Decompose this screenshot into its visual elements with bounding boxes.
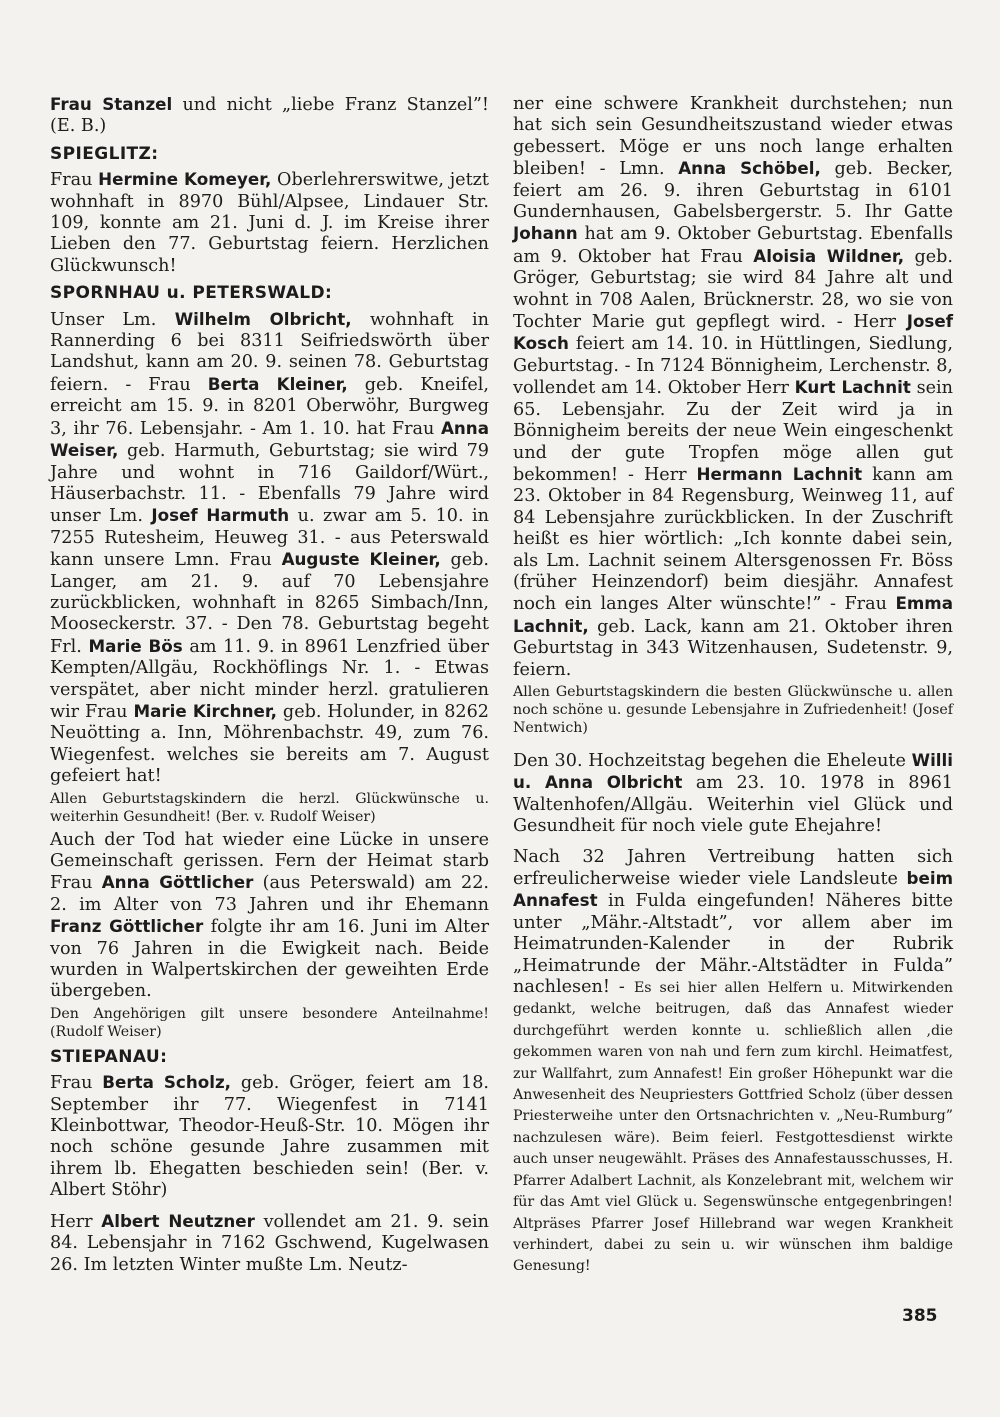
intro-paragraph: Frau Stanzel und nicht „liebe Franz Stanzel”! (E. B.) [50, 94, 489, 137]
continued-note: Allen Geburtstagskindern die besten Glückwünsche u. allen noch schöne u. gesunde Lebensjahre in Zufriedenheit! (Josef Nentwich) [513, 683, 953, 736]
annafest-paragraph: Nach 32 Jahren Vertreibung hatten sich erfreulicherweise wieder viele Landsleute beim Annafest in Fulda eingefunden! Näheres bitte unter „Mähr.-Altstadt”, vor allem aber im Heimatrunden-Kalender in der Rubrik „Heimatrunde der Mähr.-Altstädter in Fulda” nachlesen! - Es sei hier allen Helfern u. Mitwirkenden gedankt, welche beitrugen, daß das Annafest wieder durchgeführt werden konnte u. schließlich allen ,die gekommen waren von nah und fern zum kirchl. Heimatfest, zur Wallfahrt, zum Annafest! Ein großer Höhepunkt war die Anwesenheit des Neupriesters Gottfried Scholz (über dessen Priesterweihe unter den Ortsnachrichten v. „Neu-Rumburg” nachzulesen wäre). Beim feierl. Festgottesdienst wirkte auch unser neugewählt. Präses des Annafestausschusses, H. Pfarrer Adalbert Lachnit, als Konzelebrant mit, welchem wir für das Amt viel Glück u. Segenswünsche entgegenbringen! Altpräses Pfarrer Josef Hillebrand war wegen Krankheit verhindert, dabei zu sein u. wir wünschen ihm baldige Genesung! [513, 846, 953, 1275]
spieglitz-paragraph: Frau Hermine Komeyer, Oberlehrerswitwe, jetzt wohnhaft in 8970 Bühl/Alpsee, Lindauer Str. 109, konnte am 21. Juni d. J. im Kreise ihrer Lieben den 77. Geburtstag feiern. Herzlichen Glückwunsch! [50, 169, 489, 276]
wedding-paragraph: Den 30. Hochzeitstag begehen die Eheleute Willi u. Anna Olbricht am 23. 10. 1978 in 8961 Waltenhofen/Allgäu. Weiterhin viel Glück und Gesundheit für noch viele gute Ehejahre! [513, 749, 953, 837]
heading-spornhau-peterswald: SPORNHAU u. PETERSWALD: [50, 283, 333, 304]
death-note: Den Angehörigen gilt unsere besondere Anteilnahme! (Rudolf Weiser) [50, 1005, 489, 1040]
death-paragraph: Auch der Tod hat wieder eine Lücke in unsere Gemeinschaft gerissen. Fern der Heimat starb Frau Anna Göttlicher (aus Peterswald) am 22. 2. im Alter von 73 Jahren und ihr Ehemann Franz Göttlicher folgte ihr am 16. Juni im Alter von 76 Jahren in die Ewigkeit nach. Beide wurden in Walpertskirchen der geweihten Erde übergeben. [50, 829, 490, 1002]
continued-paragraph: ner eine schwere Krankheit durchstehen; nun hat sich sein Gesundheitszustand wieder etwas gebessert. Möge er uns noch lange erhalten bleiben! - Lmn. Anna Schöbel, geb. Becker, feiert am 26. 9. ihren Geburtstag in 6101 Gundernhausen, Gabelsbergerstr. 5. Ihr Gatte Johann hat am 9. Oktober Geburtstag. Ebenfalls am 9. Oktober hat Frau Aloisia Wildner, geb. Gröger, Geburtstag; sie wird 84 Jahre alt und wohnt in 708 Aalen, Brücknerstr. 28, wo sie von Tochter Marie gut gepflegt wird. - Herr Josef Kosch feiert am 14. 10. in Hüttlingen, Siedlung, Geburtstag. - In 7124 Bönnigheim, Lerchenstr. 8, vollendet am 14. Oktober Herr Kurt Lachnit sein 65. Lebensjahr. Zu der Zeit wird ja in Bönnigheim bereits der neue Wein eingeschenkt und der gute Tropfen möge allen gut bekommen! - Herr Hermann Lachnit kann am 23. Oktober in 84 Regensburg, Weinweg 11, auf 84 Lebensjahre zurückblicken. In der Zuschrift heißt es hier wörtlich: „Ich konnte dabei sein, als Lm. Lachnit seinem Altersgenossen Fr. Böss (früher Heinzendorf) beim diesjähr. Annafest noch ein langes Alter wünschte!” - Frau Emma Lachnit, geb. Lack, kann am 21. Oktober ihren Geburtstag in 343 Witzenhausen, Sudetenstr. 9, feiern. [513, 94, 954, 680]
neutzner-paragraph: Herr Albert Neutzner vollendet am 21. 9. sein 84. Lebensjahr in 7162 Gschwend, Kugelwasen 26. Im letzten Winter mußte Lm. Neutz- [50, 1210, 489, 1275]
heading-stiepanau: STIEPANAU: [50, 1046, 168, 1067]
spornhau-paragraph: Unser Lm. Wilhelm Olbricht, wohnhaft in Rannerding 6 bei 8311 Seifriedswörth über Landshut, kann am 20. 9. seinen 78. Geburtstag feiern. - Frau Berta Kleiner, geb. Kneifel, erreicht am 15. 9. in 8201 Oberwöhr, Burgweg 3, ihr 76. Lebensjahr. - Am 1. 10. hat Frau Anna Weiser, geb. Harmuth, Geburtstag; sie wird 79 Jahre und wohnt in 716 Gaildorf/Würt., Häuserbachstr. 11. - Ebenfalls 79 Jahre wird unser Lm. Josef Harmuth u. zwar am 5. 10. in 7255 Rutesheim, Heuweg 31. - aus Peterswald kann unsere Lmn. Frau Auguste Kleiner, geb. Langer, am 21. 9. auf 70 Lebensjahre zurückblicken, wohnhaft in 8265 Simbach/Inn, Mooseckerstr. 37. - Den 78. Geburtstag begeht Frl. Marie Bös am 11. 9. in 8961 Lenzfried über Kempten/Allgäu, Rockhöflings Nr. 1. - Etwas verspätet, aber nicht minder herzl. gratulieren wir Frau Marie Kirchner, geb. Holunder, in 8262 Neuötting a. Inn, Möhrenbachstr. 49, zum 76. Wiegenfest. welches sie bereits am 7. August gefeiert hat! [50, 308, 490, 787]
heading-spieglitz: SPIEGLITZ: [50, 143, 159, 164]
left-column [50, 94, 489, 1276]
stiepanau-paragraph: Frau Berta Scholz, geb. Gröger, feiert am 18. September ihr 77. Wiegenfest in 7141 Kleinbottwar, Theodor-Heuß-Str. 10. Mögen ihr noch schöne gesunde Jahre zusammen mit ihrem lb. Ehegatten beschieden sein! (Ber. v. Albert Stöhr) [50, 1072, 490, 1201]
page-number: 385 [902, 1306, 938, 1326]
spornhau-note: Allen Geburtstagskindern die herzl. Glückwünsche u. weiterhin Gesundheit! (Ber. v. Rudolf Weiser) [50, 790, 489, 825]
annafest-small-text: Es sei hier allen Helfern u. Mitwirkenden gedankt, welche beitrugen, daß das Annafest wieder durchgeführt werden konnte u. schließlich allen ,die gekommen waren von nah und fern zum kirchl. Heimatfest, zur Wallfahrt, zum Annafest! Ein großer Höhepunkt war die Anwesenheit des Neupriesters Gottfried Scholz (über dessen Priesterweihe unter den Ortsnachrichten v. „Neu-Rumburg” nachzulesen wäre). Beim feierl. Festgottesdienst wirkte auch unser neugewählt. Präses des Annafestausschusses, H. Pfarrer Adalbert Lachnit, als Konzelebrant mit, welchem wir für das Amt viel Glück u. Segenswünsche entgegenbringen! Altpräses Pfarrer Josef Hillebrand war wegen Krankheit verhindert, dabei zu sein u. wir wünschen ihm baldige Genesung! [513, 980, 953, 1275]
right-column [513, 94, 953, 1277]
